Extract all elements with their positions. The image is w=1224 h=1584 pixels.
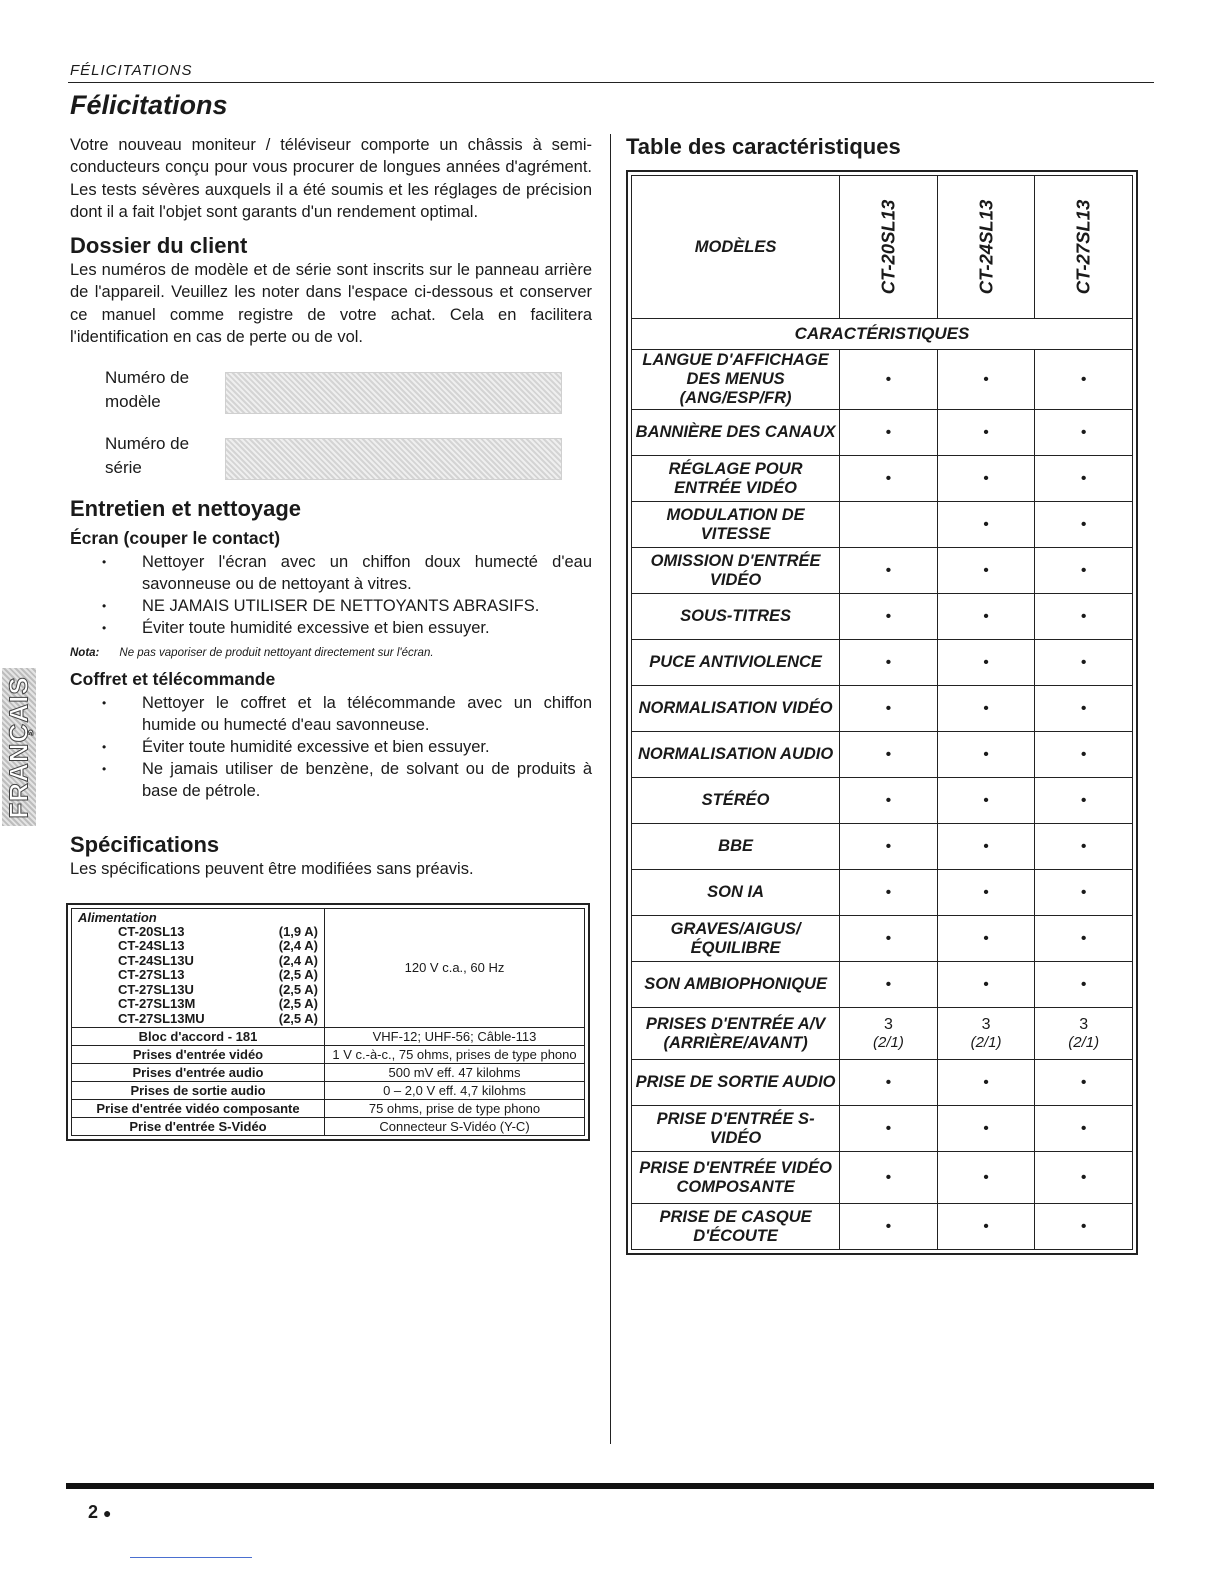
spec-value: Connecteur S-Vidéo (Y-C) bbox=[325, 1118, 585, 1136]
feature-name-cell bbox=[632, 778, 840, 824]
feature-name: LANGUE D'AFFICHAGE DES MENUS bbox=[642, 351, 829, 388]
feature-mark bbox=[840, 1204, 938, 1250]
table-row bbox=[72, 1064, 585, 1082]
power-amps: (2,5 A) bbox=[278, 981, 318, 997]
specs-table bbox=[71, 908, 585, 1137]
mark-value: • bbox=[1080, 423, 1087, 441]
model-number-row bbox=[105, 366, 592, 414]
feature-mark bbox=[840, 824, 938, 870]
serial-number-row bbox=[105, 432, 592, 480]
feature-name-cell bbox=[632, 1152, 840, 1204]
table-row bbox=[632, 594, 1133, 640]
table-row bbox=[632, 778, 1133, 824]
table-row bbox=[632, 1204, 1133, 1250]
mark-value: • bbox=[885, 791, 892, 809]
feature-mark bbox=[1035, 824, 1133, 870]
list-item: • Éviter toute humidité excessive et bien essuyer. bbox=[70, 617, 592, 639]
feature-mark bbox=[1035, 640, 1133, 686]
mark-value: • bbox=[885, 699, 892, 717]
feature-name: SON IA bbox=[707, 883, 764, 901]
feature-name-cell bbox=[632, 1060, 840, 1106]
feature-mark bbox=[840, 548, 938, 594]
list-item: • Nettoyer l'écran avec un chiffon doux humecté d'eau savonneuse ou de nettoyant à vitres. bbox=[70, 551, 592, 595]
mark-value: • bbox=[983, 370, 989, 388]
mark-value: 3 bbox=[884, 1016, 893, 1033]
feature-name: PRISE DE CASQUE D'ÉCOUTE bbox=[659, 1207, 812, 1245]
left-column bbox=[70, 134, 592, 1141]
nota-label: Nota: bbox=[70, 647, 100, 660]
spec-label: Prises d'entrée vidéo bbox=[72, 1046, 325, 1064]
power-value: 120 V c.a., 60 Hz bbox=[325, 908, 585, 1028]
feature-name: PRISE D'ENTRÉE S-VIDÉO bbox=[656, 1109, 815, 1147]
mark-value: • bbox=[1080, 929, 1087, 947]
mark-value: • bbox=[885, 745, 892, 763]
mark-value: • bbox=[1080, 561, 1087, 579]
power-model-line bbox=[78, 939, 318, 954]
feature-mark bbox=[937, 962, 1035, 1008]
feature-name: NORMALISATION VIDÉO bbox=[638, 699, 833, 717]
feature-subname: (ANG/ESP/FR) bbox=[679, 389, 792, 407]
spec-label: Prise d'entrée S-Vidéo bbox=[72, 1118, 325, 1136]
power-model-line bbox=[78, 925, 318, 940]
feature-name: NORMALISATION AUDIO bbox=[637, 745, 834, 763]
ecran-heading: Écran (couper le contact) bbox=[70, 528, 281, 549]
feature-mark bbox=[840, 732, 938, 778]
feature-mark bbox=[1035, 410, 1133, 456]
model-name: CT-24SL13 bbox=[975, 199, 997, 295]
feature-name-cell bbox=[632, 594, 840, 640]
mark-value: • bbox=[983, 469, 989, 487]
mark-value: • bbox=[885, 1168, 892, 1186]
feature-mark bbox=[840, 778, 938, 824]
mark-value: • bbox=[983, 1217, 989, 1235]
table-row bbox=[632, 870, 1133, 916]
mark-value: • bbox=[1080, 745, 1087, 763]
model-number-label: Numéro de modèle bbox=[105, 368, 190, 412]
list-item: • Nettoyer le coffret et la télécommande avec un chiffon humide ou humecté d'eau savonneuse. bbox=[70, 692, 592, 736]
model-name: CT-27SL13 bbox=[1072, 199, 1094, 295]
feature-mark bbox=[937, 870, 1035, 916]
table-row bbox=[632, 1060, 1133, 1106]
features-table bbox=[631, 175, 1133, 1250]
power-model-line bbox=[78, 997, 318, 1012]
spec-label: Prises de sortie audio bbox=[72, 1082, 325, 1100]
mark-value: • bbox=[885, 929, 892, 947]
feature-mark bbox=[840, 1008, 938, 1060]
feature-mark bbox=[937, 778, 1035, 824]
table-row bbox=[632, 1106, 1133, 1152]
feature-name-cell bbox=[632, 410, 840, 456]
models-label: MODÈLES bbox=[632, 176, 840, 319]
power-model: CT-27SL13 bbox=[118, 967, 185, 983]
table-row bbox=[632, 640, 1133, 686]
feature-name-cell bbox=[632, 916, 840, 962]
feature-mark bbox=[937, 1106, 1035, 1152]
feature-name-cell bbox=[632, 640, 840, 686]
feature-name-cell bbox=[632, 1106, 840, 1152]
column-divider bbox=[610, 134, 611, 1444]
power-model-line bbox=[78, 1012, 318, 1027]
feature-mark bbox=[1035, 1008, 1133, 1060]
feature-mark bbox=[1035, 502, 1133, 548]
feature-mark bbox=[1035, 870, 1133, 916]
right-column bbox=[626, 134, 1148, 1255]
features-table-frame bbox=[626, 170, 1138, 1255]
feature-mark bbox=[937, 686, 1035, 732]
feature-name-cell bbox=[632, 456, 840, 502]
footer-rule bbox=[66, 1483, 1154, 1489]
feature-mark bbox=[1035, 1106, 1133, 1152]
power-model-line bbox=[78, 954, 318, 969]
feature-mark bbox=[937, 732, 1035, 778]
model-header bbox=[937, 176, 1035, 319]
feature-mark bbox=[937, 824, 1035, 870]
feature-mark bbox=[937, 1152, 1035, 1204]
feature-mark bbox=[840, 686, 938, 732]
feature-mark bbox=[840, 916, 938, 962]
mark-value: • bbox=[983, 561, 989, 579]
header-rule bbox=[68, 82, 1154, 83]
feature-name-cell bbox=[632, 962, 840, 1008]
serial-number-label: Numéro de série bbox=[105, 434, 190, 478]
mark-value: • bbox=[885, 653, 892, 671]
feature-mark bbox=[937, 502, 1035, 548]
feature-name: BANNIÈRE DES CANAUX bbox=[635, 423, 836, 441]
feature-mark bbox=[840, 1060, 938, 1106]
mark-value: • bbox=[1080, 469, 1087, 487]
model-number-field[interactable] bbox=[225, 372, 562, 414]
power-amps: (2,5 A) bbox=[278, 967, 318, 983]
mark-value: • bbox=[1080, 370, 1087, 388]
specs-table-frame bbox=[66, 903, 590, 1142]
feature-mark bbox=[937, 456, 1035, 502]
mark-value: • bbox=[1080, 837, 1087, 855]
table-row bbox=[632, 686, 1133, 732]
feature-subname: (ARRIÈRE/AVANT) bbox=[663, 1033, 808, 1052]
feature-name: PRISES D'ENTRÉE A/V bbox=[645, 1014, 826, 1033]
page-number bbox=[88, 1502, 112, 1523]
mark-value: • bbox=[983, 653, 989, 671]
power-cell bbox=[72, 908, 325, 1028]
feature-mark bbox=[937, 594, 1035, 640]
spec-label: Prise d'entrée vidéo composante bbox=[72, 1100, 325, 1118]
feature-mark bbox=[840, 350, 938, 410]
feature-mark bbox=[840, 1152, 938, 1204]
power-amps: (2,5 A) bbox=[278, 996, 318, 1012]
entretien-heading: Entretien et nettoyage bbox=[70, 496, 302, 522]
mark-value: 3 bbox=[1079, 1016, 1089, 1033]
mark-value: • bbox=[983, 607, 989, 625]
table-row bbox=[632, 916, 1133, 962]
spec-value: 0 – 2,0 V eff. 4,7 kilohms bbox=[325, 1082, 585, 1100]
mark-value: • bbox=[885, 975, 892, 993]
list-item: • Éviter toute humidité excessive et bien essuyer. bbox=[70, 736, 592, 758]
feature-name-cell bbox=[632, 870, 840, 916]
feature-mark bbox=[937, 350, 1035, 410]
feature-mark bbox=[1035, 732, 1133, 778]
spec-value: 75 ohms, prise de type phono bbox=[325, 1100, 585, 1118]
feature-name-cell bbox=[632, 824, 840, 870]
scan-artifact-line bbox=[130, 1557, 252, 1558]
table-row bbox=[632, 1152, 1133, 1204]
table-row bbox=[72, 1100, 585, 1118]
table-row bbox=[72, 1046, 585, 1064]
feature-mark bbox=[840, 594, 938, 640]
feature-name: RÉGLAGE POUR ENTRÉE VIDÉO bbox=[668, 459, 803, 497]
mark-value: • bbox=[885, 883, 892, 901]
feature-mark bbox=[937, 1060, 1035, 1106]
feature-name: SON AMBIOPHONIQUE bbox=[644, 975, 827, 993]
power-model: CT-27SL13MU bbox=[118, 1010, 205, 1026]
feature-mark bbox=[840, 502, 938, 548]
feature-name: MODULATION DE VITESSE bbox=[666, 505, 805, 543]
dossier-paragraph: Les numéros de modèle et de série sont inscrits sur le panneau arrière de l'appareil. Veuillez les noter dans l'espace ci-dessous et conserver ce manuel comme registre de votre achat. Cela en facilitera l'identification en cas de perte ou de vol. bbox=[70, 261, 592, 347]
mark-value: • bbox=[1080, 653, 1087, 671]
power-model-line bbox=[78, 968, 318, 983]
feature-mark bbox=[1035, 686, 1133, 732]
power-model: CT-20SL13 bbox=[118, 923, 185, 939]
specs-heading: Spécifications bbox=[70, 832, 220, 858]
feature-name: PRISE DE SORTIE AUDIO bbox=[635, 1073, 836, 1091]
feature-mark bbox=[937, 1204, 1035, 1250]
mark-value: • bbox=[885, 837, 892, 855]
mark-value: • bbox=[1080, 699, 1087, 717]
power-model: CT-27SL13U bbox=[118, 981, 194, 997]
feature-name: PUCE ANTIVIOLENCE bbox=[649, 653, 822, 671]
list-item: • Ne jamais utiliser de benzène, de solvant ou de produits à base de pétrole. bbox=[70, 758, 592, 802]
table-row bbox=[632, 548, 1133, 594]
feature-name-cell bbox=[632, 502, 840, 548]
feature-name-cell bbox=[632, 548, 840, 594]
mark-value: • bbox=[885, 561, 892, 579]
model-header bbox=[1035, 176, 1133, 319]
mark-value: • bbox=[1080, 1168, 1087, 1186]
mark-value: • bbox=[983, 883, 989, 901]
mark-value: • bbox=[983, 929, 989, 947]
intro-paragraph: Votre nouveau moniteur / téléviseur comporte un châssis à semi-conducteurs conçu pour vous procurer de longues années d'agrément. Les tests sévères auxquels il a été soumis et les réglages de précision dont il a fait l'objet sont garants d'un rendement optimal. bbox=[70, 136, 592, 221]
nota bbox=[70, 647, 592, 659]
coffret-heading: Coffret et télécommande bbox=[70, 669, 276, 690]
mark-value: • bbox=[983, 1119, 989, 1137]
specs-intro: Les spécifications peuvent être modifiées sans préavis. bbox=[70, 860, 474, 879]
feature-name: GRAVES/AIGUS/ÉQUILIBRE bbox=[670, 919, 801, 957]
table-row bbox=[632, 824, 1133, 870]
mark-value: • bbox=[1080, 1217, 1087, 1235]
power-amps: (2,4 A) bbox=[278, 952, 318, 968]
feature-mark bbox=[840, 410, 938, 456]
mark-value: • bbox=[983, 791, 989, 809]
page-number-value: 2 bbox=[88, 1502, 99, 1522]
mark-value: • bbox=[1080, 883, 1087, 901]
feature-mark bbox=[840, 456, 938, 502]
feature-name-cell bbox=[632, 1204, 840, 1250]
mark-subvalue: (2/1) bbox=[970, 1034, 1002, 1051]
feature-mark bbox=[937, 640, 1035, 686]
feature-mark bbox=[937, 1008, 1035, 1060]
feature-name: STÉRÉO bbox=[701, 791, 770, 809]
mark-subvalue: (2/1) bbox=[1068, 1034, 1100, 1051]
table-row bbox=[632, 350, 1133, 410]
power-label: Alimentation bbox=[78, 909, 157, 925]
power-amps: (2,5 A) bbox=[278, 1010, 318, 1026]
section-header-row bbox=[632, 319, 1133, 350]
side-tab-label: FRANÇAIS bbox=[3, 675, 34, 819]
models-header-row bbox=[632, 176, 1133, 319]
power-amps: (1,9 A) bbox=[278, 923, 318, 939]
feature-name-cell bbox=[632, 1008, 840, 1060]
feature-name-cell bbox=[632, 686, 840, 732]
mark-value: • bbox=[885, 1119, 892, 1137]
mark-value: • bbox=[1080, 607, 1087, 625]
feature-mark bbox=[937, 548, 1035, 594]
mark-value: • bbox=[983, 1168, 989, 1186]
ecran-list bbox=[70, 551, 592, 639]
feature-name: PRISE D'ENTRÉE VIDÉO bbox=[639, 1158, 832, 1177]
spec-value: VHF-12; UHF-56; Câble-113 bbox=[325, 1028, 585, 1046]
page-bullet: ● bbox=[103, 1505, 112, 1521]
mark-value: • bbox=[983, 515, 989, 533]
serial-number-field[interactable] bbox=[225, 438, 562, 480]
feature-mark bbox=[1035, 594, 1133, 640]
feature-name: BBE bbox=[718, 837, 753, 855]
language-side-tab bbox=[2, 668, 36, 826]
power-model: CT-24SL13 bbox=[118, 938, 185, 954]
coffret-list bbox=[70, 692, 592, 802]
spec-label: Prises d'entrée audio bbox=[72, 1064, 325, 1082]
mark-subvalue: (2/1) bbox=[873, 1034, 904, 1051]
feature-mark bbox=[937, 916, 1035, 962]
table-row bbox=[632, 962, 1133, 1008]
spec-value: 1 V c.-à-c., 75 ohms, prises de type phono bbox=[325, 1046, 585, 1064]
mark-value: • bbox=[1080, 515, 1087, 533]
list-item: • NE JAMAIS UTILISER DE NETTOYANTS ABRASIFS. bbox=[70, 595, 592, 617]
power-model: CT-27SL13M bbox=[118, 996, 196, 1012]
page-title: Félicitations bbox=[70, 90, 228, 120]
mark-value: • bbox=[885, 1073, 892, 1091]
table-row bbox=[632, 732, 1133, 778]
mark-value: • bbox=[1080, 975, 1087, 993]
caracteristiques-label: CARACTÉRISTIQUES bbox=[632, 319, 1133, 350]
mark-value: 3 bbox=[981, 1016, 991, 1033]
mark-value: • bbox=[983, 1073, 989, 1091]
power-amps: (2,4 A) bbox=[278, 938, 318, 954]
mark-value: • bbox=[983, 423, 989, 441]
feature-mark bbox=[840, 640, 938, 686]
feature-mark bbox=[1035, 1152, 1133, 1204]
feature-mark bbox=[1035, 548, 1133, 594]
table-row bbox=[632, 410, 1133, 456]
mark-value: • bbox=[885, 607, 892, 625]
mark-value: • bbox=[885, 469, 892, 487]
power-model: CT-24SL13U bbox=[118, 952, 194, 968]
mark-value: • bbox=[983, 975, 989, 993]
table-row bbox=[632, 1008, 1133, 1060]
feature-mark bbox=[1035, 778, 1133, 824]
table-row bbox=[72, 1028, 585, 1046]
mark-value: • bbox=[885, 1217, 892, 1235]
mark-value: • bbox=[983, 699, 989, 717]
feature-subname: COMPOSANTE bbox=[676, 1177, 795, 1196]
running-head: FÉLICITATIONS bbox=[70, 62, 193, 79]
nota-text: Ne pas vaporiser de produit nettoyant directement sur l'écran. bbox=[119, 647, 434, 660]
power-model-line bbox=[78, 983, 318, 998]
feature-name-cell bbox=[632, 350, 840, 410]
feature-mark bbox=[1035, 1204, 1133, 1250]
feature-mark bbox=[1035, 916, 1133, 962]
feature-name-cell bbox=[632, 732, 840, 778]
dossier-heading: Dossier du client bbox=[70, 233, 248, 259]
table-row bbox=[632, 456, 1133, 502]
model-name: CT-20SL13 bbox=[877, 199, 899, 295]
feature-mark bbox=[1035, 962, 1133, 1008]
feature-name: OMISSION D'ENTRÉE VIDÉO bbox=[650, 551, 821, 589]
feature-mark bbox=[1035, 456, 1133, 502]
table-row bbox=[632, 502, 1133, 548]
mark-value: • bbox=[1080, 1073, 1087, 1091]
mark-value: • bbox=[983, 837, 989, 855]
model-header bbox=[840, 176, 938, 319]
table-row bbox=[72, 908, 585, 1028]
mark-value: • bbox=[1080, 1119, 1087, 1137]
feature-mark bbox=[840, 1106, 938, 1152]
feature-mark bbox=[840, 870, 938, 916]
table-row bbox=[72, 1118, 585, 1136]
feature-mark bbox=[840, 962, 938, 1008]
mark-value: • bbox=[983, 745, 989, 763]
spec-label: Bloc d'accord - 181 bbox=[72, 1028, 325, 1046]
spec-value: 500 mV eff. 47 kilohms bbox=[325, 1064, 585, 1082]
feature-name: SOUS-TITRES bbox=[680, 607, 792, 625]
mark-value: • bbox=[885, 370, 892, 388]
mark-value: • bbox=[1080, 791, 1087, 809]
table-row bbox=[72, 1082, 585, 1100]
mark-value: • bbox=[885, 423, 892, 441]
feature-mark bbox=[937, 410, 1035, 456]
feature-mark bbox=[1035, 350, 1133, 410]
features-heading: Table des caractéristiques bbox=[626, 134, 901, 159]
feature-mark bbox=[1035, 1060, 1133, 1106]
